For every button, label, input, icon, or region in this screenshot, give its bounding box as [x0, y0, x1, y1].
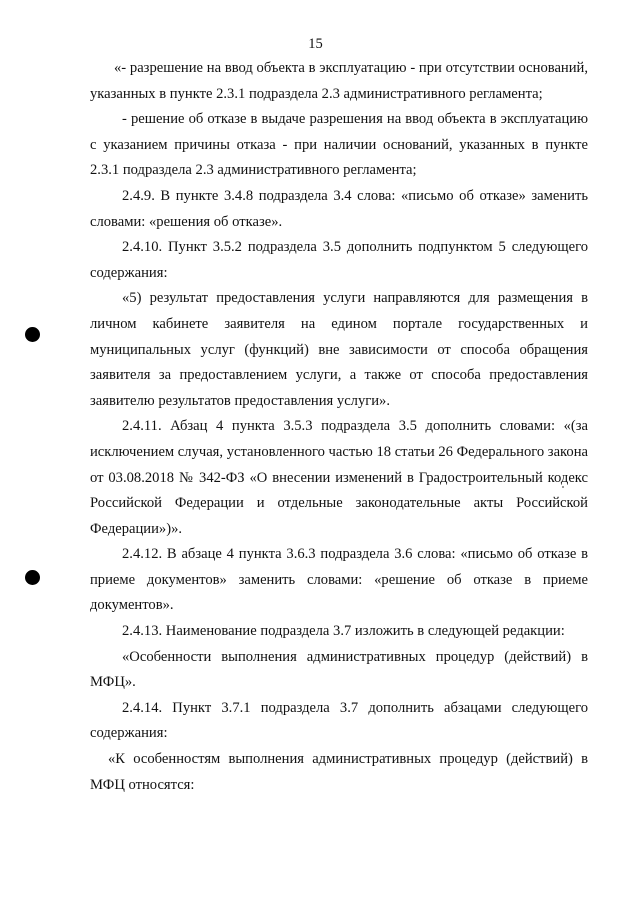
- paragraph-refusal-decision: - решение об отказе в выдаче разрешения на ввод объекта в эксплуатацию с указанием причины отказа - при наличии оснований, указанных в пункте 2.3.1 подраздела 2.3 административного регламента;: [90, 111, 588, 179]
- paragraph-mfc-title: «Особенности выполнения административных процедур (действий) в МФЦ».: [90, 648, 588, 691]
- paragraph-mfc-features: «К особенностям выполнения административных процедур (действий) в МФЦ относятся:: [90, 751, 588, 793]
- paragraph-subpoint-5: «5) результат предоставления услуги направляются для размещения в личном кабинете заявителя на едином портале государственных и муниципальных услуг (функций) вне зависимости от способа обращения заявителя за предоставлением услуги, а также от способа предоставления заявителю результатов предоставления услуги».: [90, 290, 588, 409]
- paragraph-2-4-10: 2.4.10. Пункт 3.5.2 подраздела 3.5 дополнить подпунктом 5 следующего содержания:: [90, 239, 588, 281]
- paragraph-2-4-14: 2.4.14. Пункт 3.7.1 подраздела 3.7 дополнить абзацами следующего содержания:: [90, 699, 588, 742]
- binder-hole-bottom: [25, 570, 40, 585]
- paragraph-2-4-13: 2.4.13. Наименование подраздела 3.7 изложить в следующей редакции:: [122, 623, 565, 640]
- paragraph-2-4-12: 2.4.12. В абзаце 4 пункта 3.6.3 подраздела 3.6 слова: «письмо об отказе в приеме документов» заменить словами: «решение об отказе в приеме документов».: [90, 546, 588, 614]
- document-body: [90, 56, 588, 798]
- paragraph-2-4-11: 2.4.11. Абзац 4 пункта 3.5.3 подраздела 3.5 дополнить словами: «(за исключением случая, установленного частью 18 статьи 26 Федерального закона от 03.08.2018 № 342-ФЗ «О внесении изменений в Градостроительный кодекс Российской Федерации и отдельные законодательные акты Российской Федерации»)».: [90, 418, 588, 537]
- page-number: 15: [308, 36, 323, 52]
- paragraph-permit: «- разрешение на ввод объекта в эксплуатацию - при отсутствии оснований, указанных в пункте 2.3.1 подраздела 2.3 административного регламента;: [90, 60, 588, 102]
- binder-hole-top: [25, 327, 40, 342]
- paragraph-2-4-9: 2.4.9. В пункте 3.4.8 подраздела 3.4 слова: «письмо об отказе» заменить словами: «решения об отказе».: [90, 187, 588, 230]
